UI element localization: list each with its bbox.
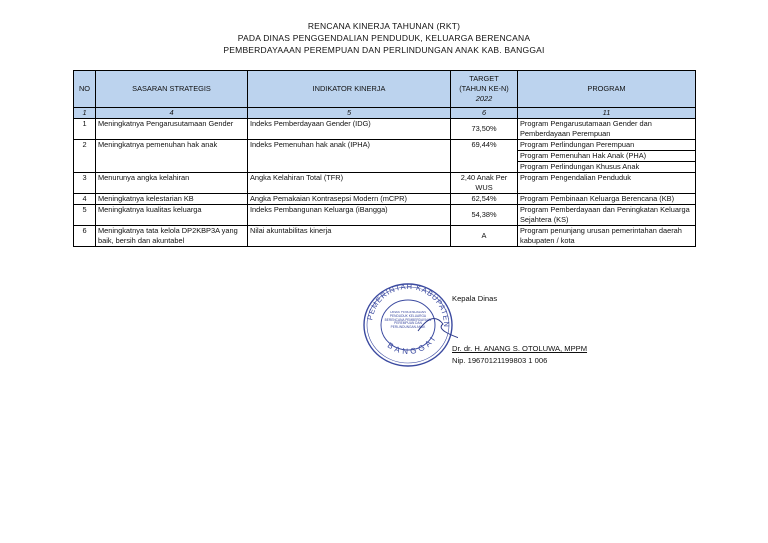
row-sasaran: Meningkatnya Pengarusutamaan Gender (96, 119, 248, 140)
row-sasaran: Menurunya angka kelahiran (96, 173, 248, 194)
col-number: 1 (74, 108, 96, 119)
header-no: NO (74, 71, 96, 108)
row-sasaran: Meningkatnya tata kelola DP2KBP3A yang baik, bersih dan akuntabel (96, 226, 248, 247)
row-no: 5 (74, 205, 96, 226)
row-program: Program Perlindungan Khusus Anak (518, 162, 696, 173)
col-number: 6 (451, 108, 518, 119)
row-indikator: Indeks Pembangunan Keluarga (iBangga) (248, 205, 451, 226)
row-sasaran: Meningkatnya pemenuhan hak anak (96, 140, 248, 173)
col-number: 5 (248, 108, 451, 119)
row-program: Program Pembinaan Keluarga Berencana (KB) (518, 194, 696, 205)
table-row (74, 119, 696, 140)
row-no: 3 (74, 173, 96, 194)
row-indikator: Indeks Pemenuhan hak anak (IPHA) (248, 140, 451, 173)
row-target: 73,50% (451, 119, 518, 140)
stamp-inner-text: DINAS PENGENDALIAN PENDUDUK KELUARGA BERENCANA PEMBERDAYAAN PEREMPUAN DAN PERLINDUNGAN ANAK (384, 311, 432, 330)
row-program: Program Pengendalian Penduduk (518, 173, 696, 194)
row-indikator: Indeks Pemberdayaan Gender (IDG) (248, 119, 451, 140)
table-row (74, 226, 696, 247)
header-target-line-2: (TAHUN KE-N) (459, 84, 509, 93)
document-title-line-2: PADA DINAS PENGGENDALIAN PENDUDUK, KELUARGA BERENCANA (237, 33, 531, 43)
row-program: Program Pemenuhan Hak Anak (PHA) (518, 151, 696, 162)
table-row (74, 140, 696, 151)
row-target: A (451, 226, 518, 247)
row-sasaran: Meningkatnya kualitas keluarga (96, 205, 248, 226)
row-target: 2,40 Anak Per WUS (451, 173, 518, 194)
document-title-line-1: RENCANA KINERJA TAHUNAN (RKT) (307, 21, 461, 31)
header-target (451, 71, 518, 108)
row-no: 2 (74, 140, 96, 173)
signature-role: Kepala Dinas (452, 294, 498, 303)
rkt-table (73, 70, 696, 247)
table-row (74, 173, 696, 194)
stamp-arc-bottom: BANGGAI (385, 333, 439, 357)
signature-name: Dr. dr. H. ANANG S. OTOLUWA, MPPM (452, 344, 588, 353)
row-target: 69,44% (451, 140, 518, 173)
row-program: Program penunjang urusan pemerintahan daerah kabupaten / kota (518, 226, 696, 247)
row-program: Program Pemberdayaan dan Peningkatan Keluarga Sejahtera (KS) (518, 205, 696, 226)
row-no: 6 (74, 226, 96, 247)
row-no: 4 (74, 194, 96, 205)
signature-nip: Nip. 19670121199803 1 006 (452, 356, 548, 365)
stamp-arc-top: PEMERINTAH KABUPATEN (365, 281, 452, 328)
header-sasaran: SASARAN STRATEGIS (96, 71, 248, 108)
header-target-line-1: TARGET (469, 74, 499, 83)
row-program: Program Perlindungan Perempuan (518, 140, 696, 151)
row-no: 1 (74, 119, 96, 140)
col-number: 4 (96, 108, 248, 119)
header-program: PROGRAM (518, 71, 696, 108)
table-row (74, 205, 696, 226)
col-number: 11 (518, 108, 696, 119)
row-target: 54,38% (451, 205, 518, 226)
document-title-line-3: PEMBERDAYAAAN PEREMPUAN DAN PERLINDUNGAN ANAK KAB. BANGGAI (223, 45, 545, 55)
row-indikator: Nilai akuntabilitas kinerja (248, 226, 451, 247)
row-target: 62,54% (451, 194, 518, 205)
row-program: Program Pengarusutamaan Gender dan Pemberdayaan Perempuan (518, 119, 696, 140)
column-number-row (74, 108, 696, 119)
table-header-row (74, 71, 696, 108)
table-row (74, 194, 696, 205)
row-sasaran: Meningkatnya kelestarian KB (96, 194, 248, 205)
header-indikator: INDIKATOR KINERJA (248, 71, 451, 108)
header-target-line-3: 2022 (475, 94, 493, 103)
row-indikator: Angka Kelahiran Total (TFR) (248, 173, 451, 194)
row-indikator: Angka Pemakaian Kontrasepsi Modern (mCPR) (248, 194, 451, 205)
official-stamp-seal (358, 277, 458, 369)
